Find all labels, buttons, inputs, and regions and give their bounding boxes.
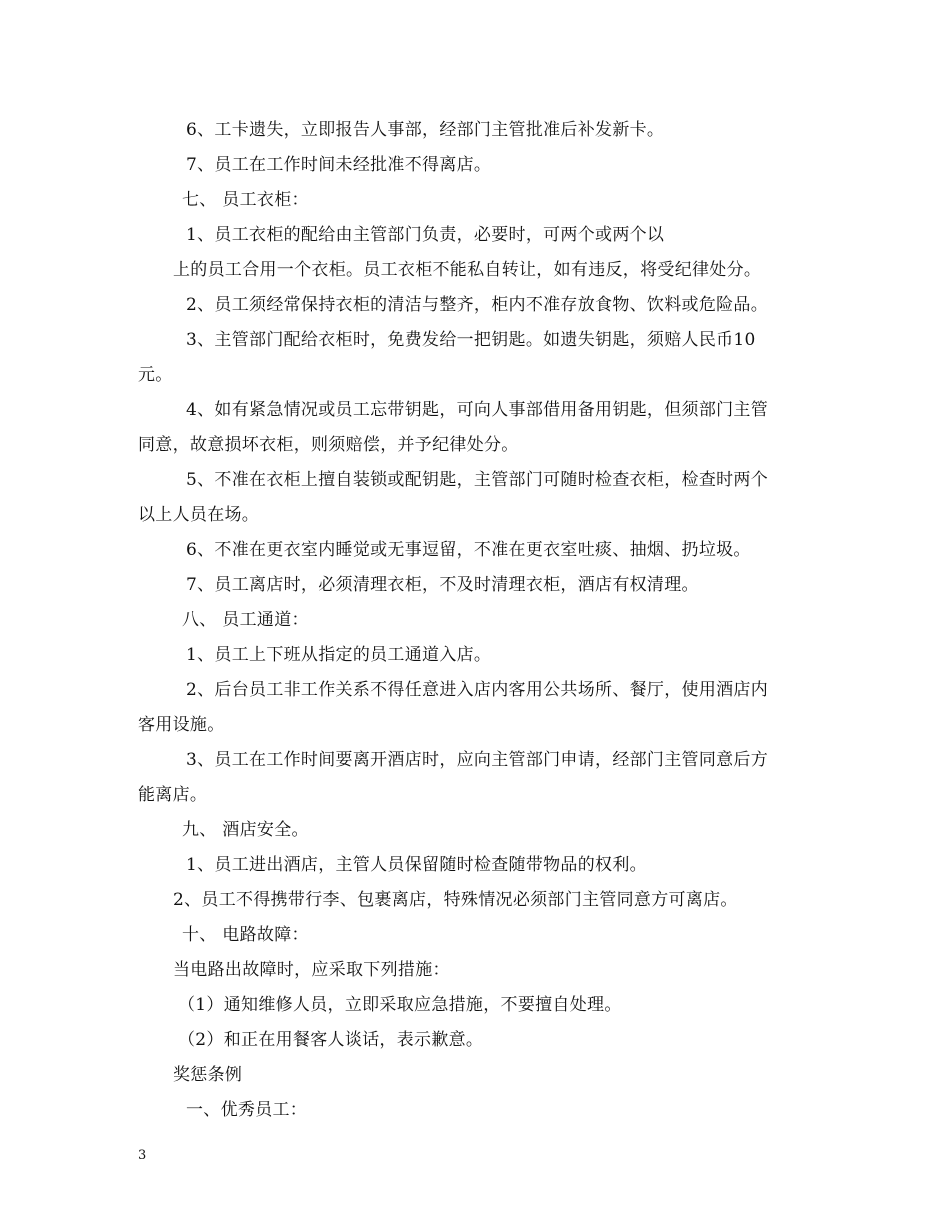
text-line: 6、不准在更衣室内睡觉或无事逗留，不准在更衣室吐痰、抽烟、扔垃圾。 bbox=[186, 540, 751, 560]
text-line: 3、主管部门配给衣柜时，免费发给一把钥匙。如遗失钥匙，须赔人民币10 bbox=[186, 330, 756, 350]
text-line: （1）通知维修人员，立即采取应急措施，不要擅自处理。 bbox=[178, 995, 622, 1015]
section-heading: 九、 酒店安全。 bbox=[182, 820, 309, 840]
text-line: 上的员工合用一个衣柜。员工衣柜不能私自转让，如有违反，将受纪律处分。 bbox=[173, 260, 762, 280]
text-line: 3、员工在工作时间要离开酒店时，应向主管部门申请，经部门主管同意后方 bbox=[186, 750, 769, 770]
text-line: 7、员工离店时，必须清理衣柜，不及时清理衣柜，酒店有权清理。 bbox=[186, 575, 699, 595]
text-line: 以上人员在场。 bbox=[138, 505, 260, 525]
text-line: 7、员工在工作时间未经批准不得离店。 bbox=[186, 155, 492, 175]
text-line: 1、员工衣柜的配给由主管部门负责，必要时，可两个或两个以 bbox=[186, 225, 665, 245]
text-line: 当电路出故障时，应采取下列措施： bbox=[173, 960, 450, 980]
text-line: （2）和正在用餐客人谈话，表示歉意。 bbox=[178, 1030, 484, 1050]
text-line: 2、后台员工非工作关系不得任意进入店内客用公共场所、餐厅，使用酒店内 bbox=[186, 680, 769, 700]
text-line: 2、员工须经常保持衣柜的清洁与整齐，柜内不准存放食物、饮料或危险品。 bbox=[186, 295, 769, 315]
text-line: 6、工卡遗失，立即报告人事部，经部门主管批准后补发新卡。 bbox=[186, 120, 665, 140]
section-heading: 一、优秀员工： bbox=[186, 1100, 308, 1120]
text-line: 客用设施。 bbox=[138, 715, 225, 735]
text-line: 5、不准在衣柜上擅自装锁或配钥匙，主管部门可随时检查衣柜，检查时两个 bbox=[186, 470, 769, 490]
text-line: 1、员工上下班从指定的员工通道入店。 bbox=[186, 645, 492, 665]
text-line: 同意，故意损坏衣柜，则须赔偿，并予纪律处分。 bbox=[138, 435, 519, 455]
section-heading: 奖惩条例 bbox=[173, 1065, 243, 1085]
text-line: 能离店。 bbox=[138, 785, 208, 805]
text-line: 4、如有紧急情况或员工忘带钥匙，可向人事部借用备用钥匙，但须部门主管 bbox=[186, 400, 769, 420]
section-heading: 八、 员工通道： bbox=[182, 610, 309, 630]
text-line: 1、员工进出酒店，主管人员保留随时检查随带物品的权利。 bbox=[186, 855, 647, 875]
text-line: 2、员工不得携带行李、包裹离店，特殊情况必须部门主管同意方可离店。 bbox=[173, 890, 738, 910]
section-heading: 七、 员工衣柜： bbox=[182, 190, 309, 210]
text-line: 元。 bbox=[138, 365, 173, 385]
page-number: 3 bbox=[138, 1148, 147, 1163]
section-heading: 十、 电路故障： bbox=[182, 925, 309, 945]
